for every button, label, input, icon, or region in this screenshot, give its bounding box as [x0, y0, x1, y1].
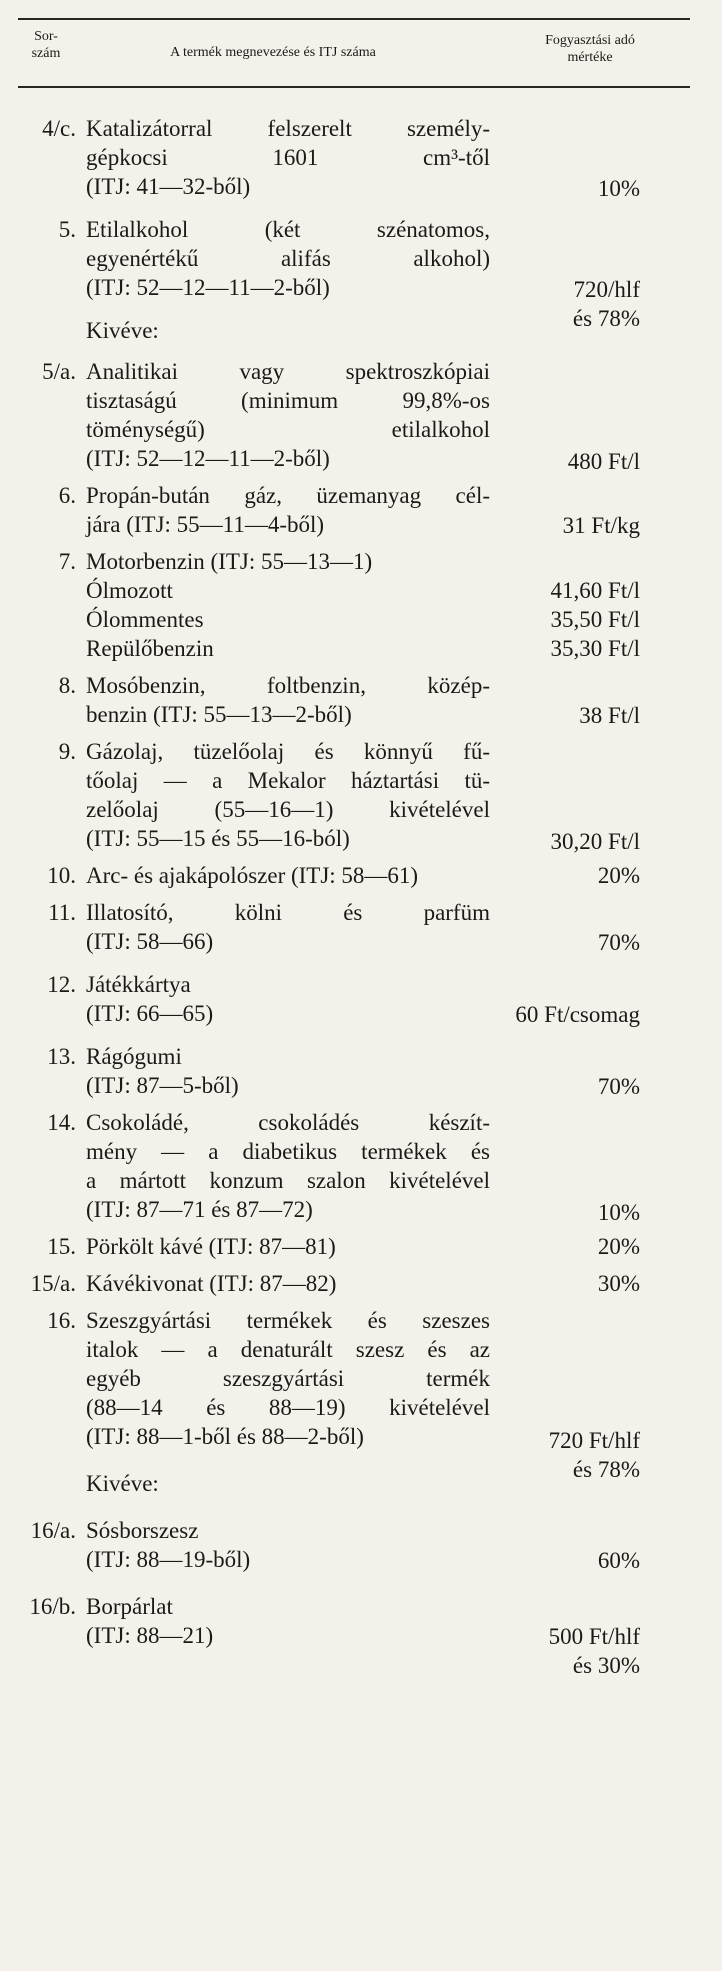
description-line: Kávékivonat (ITJ: 87—82) [86, 1271, 337, 1296]
tax-rate: 480 Ft/l [567, 449, 640, 474]
row-number: 6. [58, 483, 76, 508]
row-description [86, 114, 490, 201]
row-number: 16/b. [29, 1594, 76, 1619]
tax-rate: 10% [597, 1200, 640, 1225]
table-row [0, 970, 722, 1028]
table-row [0, 1269, 722, 1298]
description-line: tisztaságú (minimum 99,8%-os [86, 388, 490, 413]
description-line: töménységű) etilalkohol [86, 417, 490, 442]
description-line: Ólommentes [86, 607, 204, 632]
row-number: 5. [58, 217, 76, 242]
description-line: Borpárlat [86, 1594, 173, 1619]
row-description [86, 1269, 490, 1298]
description-line: (ITJ: 52—12—11—2-ből) [86, 446, 330, 471]
row-number: 16. [47, 1308, 76, 1333]
header-col-rate: Fogyasztási adó mértéke [545, 33, 635, 65]
description-line: (ITJ: 88—19-ből) [86, 1547, 251, 1572]
description-line: egyenértékű alifás alkohol) [86, 246, 490, 271]
row-number: 10. [47, 863, 76, 888]
description-line: egyéb szeszgyártási termék [86, 1366, 490, 1391]
exception-label: Kivéve: [86, 318, 159, 343]
tax-rate: 35,30 Ft/l [550, 636, 640, 661]
table-row [0, 547, 722, 576]
tax-rate: 30% [597, 1271, 640, 1296]
row-number: 13. [47, 1044, 76, 1069]
tax-rate: 10% [597, 176, 640, 201]
description-line: Etilalkohol (két szénatomos, [86, 217, 490, 242]
row-description [86, 861, 490, 890]
table-row [0, 898, 722, 956]
description-line: (ITJ: 88—21) [86, 1623, 214, 1648]
table-row [0, 634, 722, 663]
table-row [0, 737, 722, 853]
description-line: Analitikai vagy spektroszkópiai [86, 359, 490, 384]
description-line: Sósborszesz [86, 1518, 199, 1543]
description-line: Katalizátorral felszerelt személy- [86, 116, 490, 141]
description-line: jára (ITJ: 55—11—4-ből) [86, 512, 325, 537]
description-line: (ITJ: 55—15 és 55—16-ból) [86, 826, 350, 851]
row-number: 11. [48, 900, 76, 925]
description-line: zelőolaj (55—16—1) kivételével [86, 797, 490, 822]
description-line: gépkocsi 1601 cm³-től [86, 145, 490, 170]
row-description [86, 576, 490, 605]
description-line: (ITJ: 87—5-ből) [86, 1073, 239, 1098]
tax-rate: 20% [597, 863, 640, 888]
tax-rate: 70% [597, 930, 640, 955]
row-description [86, 1232, 490, 1261]
description-line: Motorbenzin (ITJ: 55—13—1) [86, 549, 373, 574]
description-line: (ITJ: 87—71 és 87—72) [86, 1197, 313, 1222]
description-line: benzin (ITJ: 55—13—2-ből) [86, 702, 352, 727]
description-line: italok — a denaturált szesz és az [86, 1337, 490, 1362]
table-row [0, 1042, 722, 1100]
exception-label: Kivéve: [86, 1471, 159, 1496]
table-body [0, 114, 722, 1678]
description-line: (88—14 és 88—19) kivételével [86, 1395, 490, 1420]
tax-rate: 41,60 Ft/l [550, 578, 640, 603]
description-line: a mártott konzum szalon kivételével [86, 1168, 490, 1193]
row-description [86, 671, 490, 729]
row-description [86, 898, 490, 956]
tax-rate: 720/hlf és 78% [572, 277, 640, 331]
table-row [0, 671, 722, 729]
tax-rate: 60 Ft/csomag [515, 1002, 640, 1027]
row-number: 5/a. [42, 359, 76, 384]
row-description [86, 357, 490, 473]
row-description [86, 737, 490, 853]
row-description [86, 605, 490, 634]
description-line: (ITJ: 41—32-ből) [86, 174, 251, 199]
row-description [86, 1108, 490, 1224]
row-number: 15. [47, 1234, 76, 1259]
row-number: 14. [47, 1110, 76, 1135]
tax-rate: 38 Ft/l [579, 703, 640, 728]
table-row [0, 114, 722, 201]
description-line: Illatosító, kölni és parfüm [86, 900, 490, 925]
row-number: 9. [58, 739, 76, 764]
tax-rate: 500 Ft/hlf és 30% [548, 1624, 640, 1678]
description-line: tőolaj — a Mekalor háztartási tü- [86, 768, 490, 793]
row-number: 4/c. [42, 116, 76, 141]
table-row [0, 605, 722, 634]
row-description [86, 1592, 490, 1650]
table-note [0, 1469, 722, 1498]
description-line: (ITJ: 66—65) [86, 1001, 214, 1026]
table-row [0, 357, 722, 473]
row-description [86, 547, 490, 576]
description-line: Szeszgyártási termékek és szeszes [86, 1308, 490, 1333]
description-line: Rágógumi [86, 1044, 182, 1069]
header-bottom-rule [18, 86, 690, 88]
description-line: Csokoládé, csokoládés készít- [86, 1110, 490, 1135]
description-line: Propán-bután gáz, üzemanyag cél- [86, 483, 490, 508]
row-description [86, 970, 490, 1028]
table-row [0, 1108, 722, 1224]
description-line: Gázolaj, tüzelőolaj és könnyű fű- [86, 739, 490, 764]
header-col-name: A termék megnevezése és ITJ száma [170, 45, 376, 60]
description-line: Arc- és ajakápolószer (ITJ: 58—61) [86, 863, 419, 888]
row-description [86, 1516, 490, 1574]
table-row [0, 1592, 722, 1678]
description-line: (ITJ: 52—12—11—2-ből) [86, 275, 330, 300]
row-description [86, 215, 490, 302]
table-note [0, 316, 722, 345]
table-row [0, 1306, 722, 1482]
table-row [0, 1516, 722, 1574]
description-line: Mosóbenzin, foltbenzin, közép- [86, 673, 490, 698]
description-line: Repülőbenzin [86, 636, 214, 661]
row-description [86, 634, 490, 663]
header-col-number: Sor- szám [31, 29, 61, 61]
description-line: Ólmozott [86, 578, 173, 603]
description-line: (ITJ: 88—1-ből és 88—2-ből) [86, 1424, 364, 1449]
table-row [0, 1232, 722, 1261]
description-line: mény — a diabetikus termékek és [86, 1139, 490, 1164]
row-description [86, 481, 490, 539]
tax-rate: 720 Ft/hlf és 78% [548, 1428, 640, 1482]
description-line: Játékkártya [86, 972, 191, 997]
header-top-rule [18, 18, 690, 20]
table-row [0, 481, 722, 539]
description-line: (ITJ: 58—66) [86, 929, 214, 954]
tax-rate: 31 Ft/kg [562, 513, 640, 538]
row-number: 15/a. [30, 1271, 76, 1296]
row-number: 12. [47, 972, 76, 997]
row-number: 16/a. [30, 1518, 76, 1543]
table-row [0, 861, 722, 890]
description-line: Pörkölt kávé (ITJ: 87—81) [86, 1234, 336, 1259]
tax-rate: 60% [597, 1548, 640, 1573]
row-description [86, 1042, 490, 1100]
row-number: 7. [58, 549, 76, 574]
tax-rate: 35,50 Ft/l [550, 607, 640, 632]
tax-rate: 30,20 Ft/l [550, 829, 640, 854]
row-number: 8. [58, 673, 76, 698]
tax-rate: 20% [597, 1234, 640, 1259]
row-description [86, 1306, 490, 1451]
table-row [0, 576, 722, 605]
tax-rate: 70% [597, 1074, 640, 1099]
